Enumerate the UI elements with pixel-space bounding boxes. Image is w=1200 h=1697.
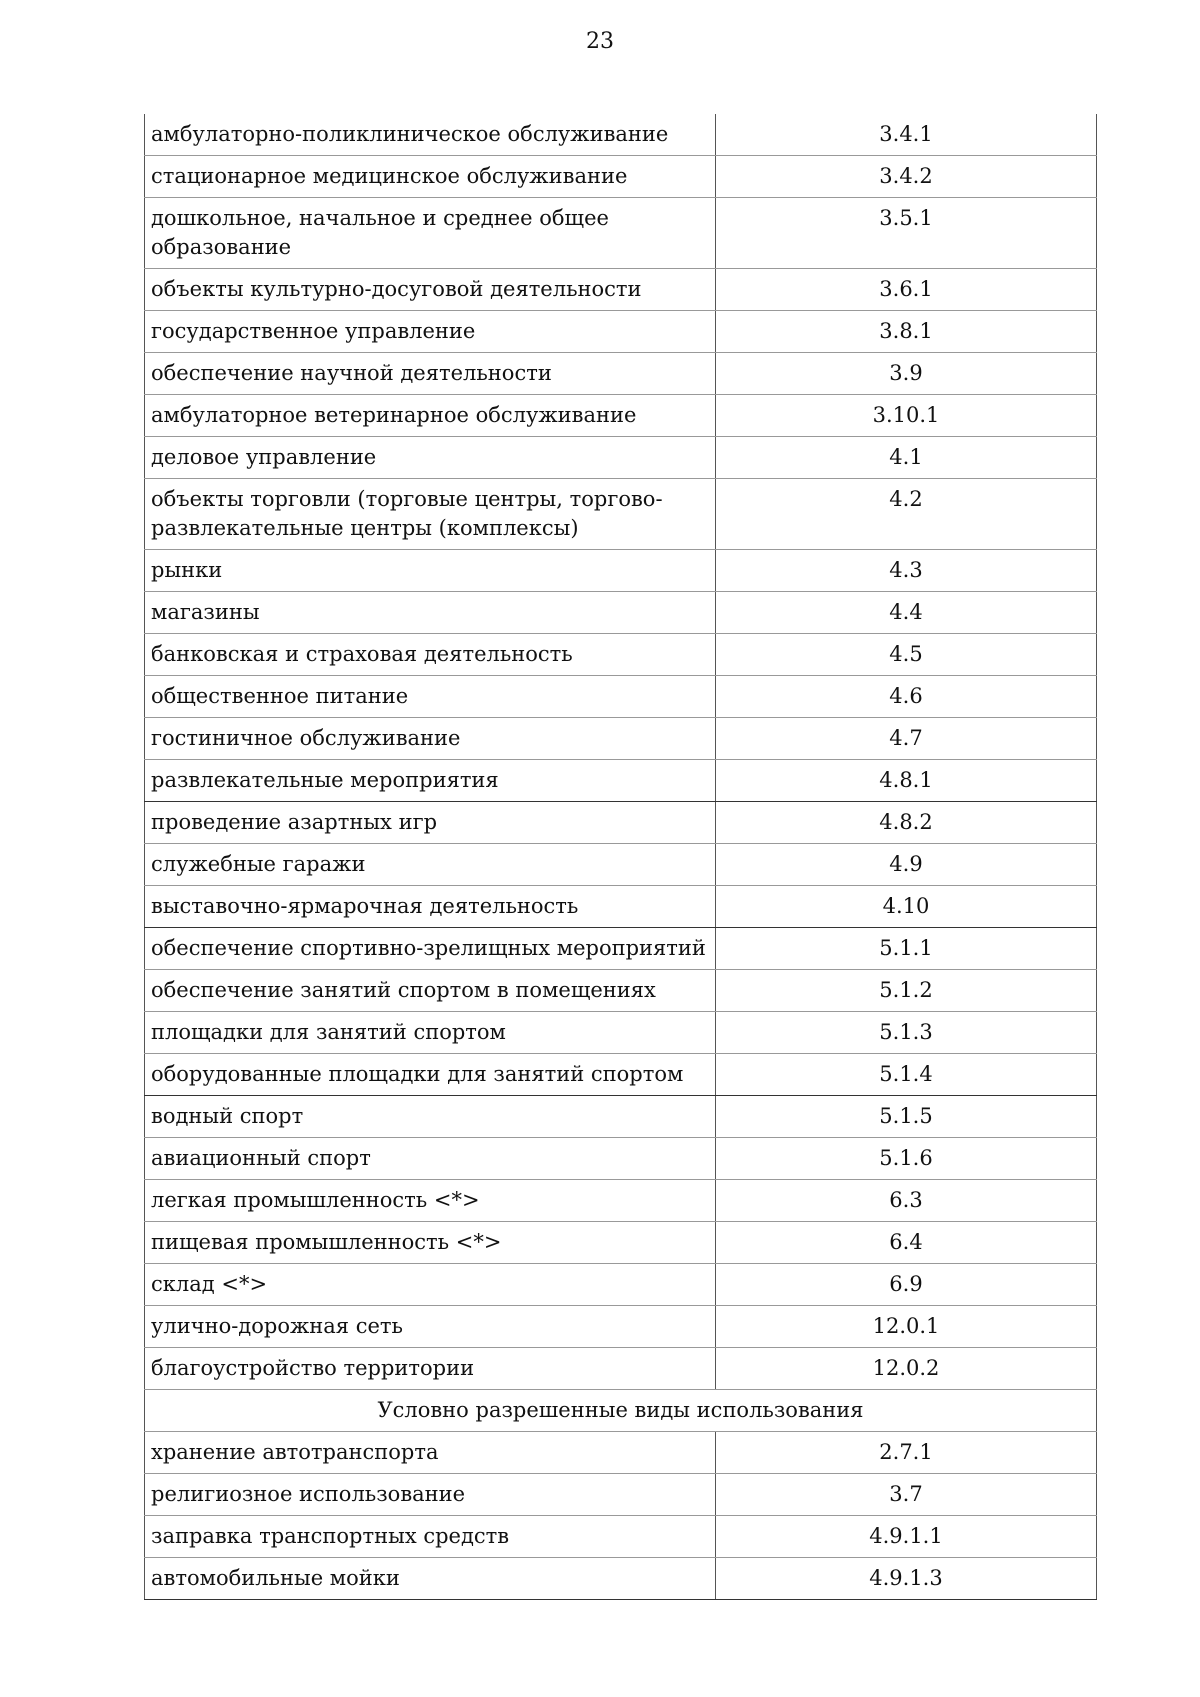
- table-row: [145, 198, 1097, 269]
- use-type-name: магазины: [145, 592, 716, 634]
- use-type-name: оборудованные площадки для занятий спортом: [145, 1054, 716, 1096]
- use-type-name: объекты культурно-досуговой деятельности: [145, 269, 716, 311]
- use-type-code: 2.7.1: [716, 1432, 1097, 1474]
- use-type-code: 12.0.2: [716, 1348, 1097, 1390]
- table-row: [145, 1138, 1097, 1180]
- use-type-name: деловое управление: [145, 437, 716, 479]
- table-row: [145, 676, 1097, 718]
- use-type-name: религиозное использование: [145, 1474, 716, 1516]
- use-type-code: 4.7: [716, 718, 1097, 760]
- table-row: [145, 844, 1097, 886]
- section-heading: Условно разрешенные виды использования: [145, 1390, 1097, 1432]
- use-type-name: служебные гаражи: [145, 844, 716, 886]
- use-type-code: 5.1.1: [716, 928, 1097, 970]
- table-row: [145, 1264, 1097, 1306]
- use-type-code: 5.1.5: [716, 1096, 1097, 1138]
- table-row: [145, 1348, 1097, 1390]
- table-row: [145, 1180, 1097, 1222]
- use-type-name: улично-дорожная сеть: [145, 1306, 716, 1348]
- use-type-name: развлекательные мероприятия: [145, 760, 716, 802]
- use-type-name: банковская и страховая деятельность: [145, 634, 716, 676]
- table-row: [145, 479, 1097, 550]
- use-type-name: обеспечение спортивно-зрелищных мероприятий: [145, 928, 716, 970]
- table-row: [145, 1306, 1097, 1348]
- use-type-code: 4.9.1.1: [716, 1516, 1097, 1558]
- use-type-name: обеспечение научной деятельности: [145, 353, 716, 395]
- table-row: [145, 718, 1097, 760]
- table-row: [145, 886, 1097, 928]
- table-row: [145, 353, 1097, 395]
- use-type-code: 4.3: [716, 550, 1097, 592]
- use-type-name: проведение азартных игр: [145, 802, 716, 844]
- table-row: [145, 1516, 1097, 1558]
- table-row: [145, 550, 1097, 592]
- use-type-code: 4.1: [716, 437, 1097, 479]
- use-type-code: 3.8.1: [716, 311, 1097, 353]
- table-row: [145, 269, 1097, 311]
- use-type-name: благоустройство территории: [145, 1348, 716, 1390]
- use-type-name: дошкольное, начальное и среднее общее образование: [145, 198, 716, 269]
- use-type-code: 4.8.1: [716, 760, 1097, 802]
- use-type-name: авиационный спорт: [145, 1138, 716, 1180]
- use-type-code: 6.4: [716, 1222, 1097, 1264]
- use-type-code: 3.7: [716, 1474, 1097, 1516]
- table-row: [145, 1096, 1097, 1138]
- use-type-code: 3.6.1: [716, 269, 1097, 311]
- table-row: [145, 311, 1097, 353]
- use-type-code: 4.9: [716, 844, 1097, 886]
- table-row: [145, 970, 1097, 1012]
- use-type-code: 5.1.3: [716, 1012, 1097, 1054]
- use-type-code: 4.10: [716, 886, 1097, 928]
- table-row: [145, 760, 1097, 802]
- use-type-name: амбулаторное ветеринарное обслуживание: [145, 395, 716, 437]
- use-type-code: 3.4.2: [716, 156, 1097, 198]
- use-type-name: обеспечение занятий спортом в помещениях: [145, 970, 716, 1012]
- page-number: 23: [586, 29, 614, 54]
- table-row: [145, 437, 1097, 479]
- use-type-name: склад <*>: [145, 1264, 716, 1306]
- table-row: [145, 802, 1097, 844]
- use-type-name: общественное питание: [145, 676, 716, 718]
- use-type-code: 3.5.1: [716, 198, 1097, 269]
- use-type-code: 5.1.2: [716, 970, 1097, 1012]
- use-type-name: рынки: [145, 550, 716, 592]
- table-row: [145, 1054, 1097, 1096]
- use-type-code: 4.4: [716, 592, 1097, 634]
- use-type-name: объекты торговли (торговые центры, торгово-развлекательные центры (комплексы): [145, 479, 716, 550]
- use-type-name: пищевая промышленность <*>: [145, 1222, 716, 1264]
- section-header-row: [145, 1390, 1097, 1432]
- use-type-code: 6.9: [716, 1264, 1097, 1306]
- use-type-code: 4.9.1.3: [716, 1558, 1097, 1600]
- use-type-name: площадки для занятий спортом: [145, 1012, 716, 1054]
- table-row: [145, 1012, 1097, 1054]
- table-row: [145, 1432, 1097, 1474]
- use-type-code: 4.6: [716, 676, 1097, 718]
- use-type-code: 3.9: [716, 353, 1097, 395]
- land-use-table: [144, 114, 1097, 1600]
- use-type-code: 4.2: [716, 479, 1097, 550]
- use-type-code: 4.5: [716, 634, 1097, 676]
- use-type-name: гостиничное обслуживание: [145, 718, 716, 760]
- use-type-name: заправка транспортных средств: [145, 1516, 716, 1558]
- use-type-name: стационарное медицинское обслуживание: [145, 156, 716, 198]
- use-type-name: легкая промышленность <*>: [145, 1180, 716, 1222]
- use-type-name: амбулаторно-поликлиническое обслуживание: [145, 114, 716, 156]
- table-row: [145, 592, 1097, 634]
- use-type-name: выставочно-ярмарочная деятельность: [145, 886, 716, 928]
- table-row: [145, 156, 1097, 198]
- table-row: [145, 395, 1097, 437]
- use-type-code: 5.1.6: [716, 1138, 1097, 1180]
- use-type-name: автомобильные мойки: [145, 1558, 716, 1600]
- use-type-name: государственное управление: [145, 311, 716, 353]
- use-type-name: водный спорт: [145, 1096, 716, 1138]
- use-type-code: 3.4.1: [716, 114, 1097, 156]
- use-type-code: 5.1.4: [716, 1054, 1097, 1096]
- use-type-name: хранение автотранспорта: [145, 1432, 716, 1474]
- table-row: [145, 114, 1097, 156]
- table-row: [145, 1474, 1097, 1516]
- table-row: [145, 634, 1097, 676]
- table-row: [145, 928, 1097, 970]
- use-type-code: 12.0.1: [716, 1306, 1097, 1348]
- use-type-code: 6.3: [716, 1180, 1097, 1222]
- use-type-code: 3.10.1: [716, 395, 1097, 437]
- table-row: [145, 1558, 1097, 1600]
- use-type-code: 4.8.2: [716, 802, 1097, 844]
- table-row: [145, 1222, 1097, 1264]
